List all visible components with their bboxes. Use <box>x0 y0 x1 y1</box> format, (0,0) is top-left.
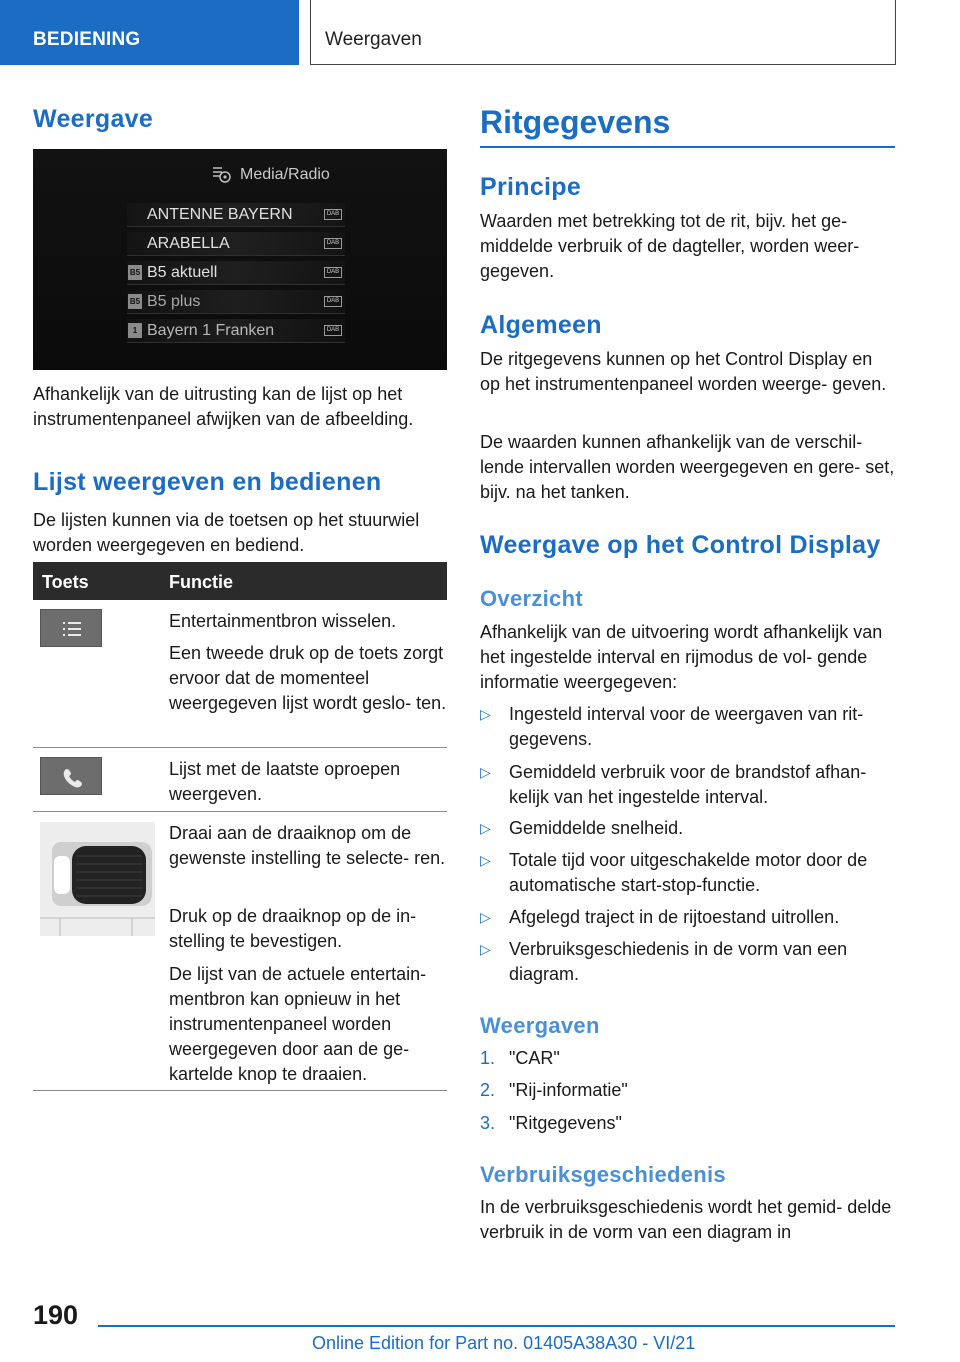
row3-text-c: De lijst van de actuele entertain- mentbron kan opnieuw in het instrumentenpaneel worden weergegeven door aan de ge- kartelde knop te draaien. <box>169 964 427 1084</box>
heading-verbruiksgeschiedenis: Verbruiksgeschiedenis <box>480 1162 726 1187</box>
station-label: Bayern 1 Franken <box>147 322 275 339</box>
bullet-text: Gemiddelde snelheid. <box>509 818 684 838</box>
triangle-bullet-icon: ▷ <box>480 820 491 836</box>
table-divider <box>33 811 447 812</box>
phone-key-icon <box>40 757 102 795</box>
screen-title: Media/Radio <box>240 166 330 183</box>
step-number: 2. <box>480 1080 496 1100</box>
bullet-text: Ingesteld interval voor de weergaven van rit- gegevens. <box>509 704 864 749</box>
section-label: BEDIENING <box>33 29 141 50</box>
station-label: B5 plus <box>147 293 201 310</box>
table-divider <box>33 1090 447 1091</box>
media-icon <box>210 164 232 184</box>
footer-edition: Online Edition for Part no. 01405A38A30 - VI/21 <box>312 1333 696 1353</box>
station-row <box>127 232 345 256</box>
bullet-text: Afgelegd traject in de rijtoestand uitrollen. <box>509 907 840 927</box>
col-functie: Functie <box>169 572 234 592</box>
heading-weergaven: Weergaven <box>480 1013 600 1038</box>
dab-badge: DAB <box>324 325 342 336</box>
heading-rule <box>480 146 895 148</box>
station-label: ANTENNE BAYERN <box>147 206 293 223</box>
paragraph-verbruiksgeschiedenis: In de verbruiksgeschiedenis wordt het gemid- delde verbruik in de vorm van een diagram in <box>480 1197 892 1242</box>
triangle-bullet-icon: ▷ <box>480 706 491 722</box>
heading-weergave-cd: Weergave op het Control Display <box>480 531 881 559</box>
station-row <box>127 319 345 343</box>
paragraph-principe: Waarden met betrekking tot de rit, bijv. het ge- middelde verbruik of de dagteller, worden weer- gegeven. <box>480 211 860 281</box>
paragraph-lijst: De lijsten kunnen via de toetsen op het stuurwiel worden weergegeven en bediend. <box>33 510 420 555</box>
rotary-knob-image <box>40 822 155 936</box>
row1-text-a: Entertainmentbron wisselen. <box>169 611 397 631</box>
step-text: "CAR" <box>509 1048 560 1068</box>
triangle-bullet-icon: ▷ <box>480 941 491 957</box>
station-row <box>127 261 345 285</box>
paragraph-overzicht: Afhankelijk van de uitvoering wordt afhankelijk van het ingestelde interval en rijmodus de vol- gende informatie weergegeven: <box>480 622 883 692</box>
dab-badge: DAB <box>324 238 342 249</box>
station-row <box>127 203 345 227</box>
triangle-bullet-icon: ▷ <box>480 764 491 780</box>
triangle-bullet-icon: ▷ <box>480 909 491 925</box>
caption-afbeelding: Afhankelijk van de uitrusting kan de lijst op het instrumentenpaneel afwijken van de afbeelding. <box>33 384 414 429</box>
dab-badge: DAB <box>324 296 342 307</box>
table-divider <box>33 747 447 748</box>
step-text: "Rij-informatie" <box>509 1080 628 1100</box>
heading-lijst: Lijst weergeven en bedienen <box>33 468 382 496</box>
station-logo-icon: 1 <box>128 323 142 338</box>
heading-ritgegevens: Ritgegevens <box>480 104 671 140</box>
paragraph-algemeen-2: De waarden kunnen afhankelijk van de verschil- lende intervallen worden weergegeven en gere- set, bijv. na het tanken. <box>480 432 895 502</box>
heading-weergave: Weergave <box>33 105 154 133</box>
step-number: 3. <box>480 1113 496 1133</box>
col-toets: Toets <box>42 572 89 592</box>
heading-algemeen: Algemeen <box>480 311 602 339</box>
bullet-text: Verbruiksgeschiedenis in de vorm van een diagram. <box>509 939 848 984</box>
row3-text-a: Draai aan de draaiknop om de gewenste instelling te selecte- ren. <box>169 823 446 868</box>
station-logo-icon: B5 <box>128 294 142 309</box>
media-radio-screenshot <box>33 149 447 370</box>
paragraph-algemeen-1: De ritgegevens kunnen op het Control Display en op het instrumentenpaneel worden weerge- geven. <box>480 349 887 394</box>
row1-text-b: Een tweede druk op de toets zorgt ervoor dat de momenteel weergegeven lijst wordt geslo- ten. <box>169 643 447 713</box>
footer-rule <box>98 1325 895 1327</box>
station-row <box>127 290 345 314</box>
station-label: B5 aktuell <box>147 264 218 281</box>
triangle-bullet-icon: ▷ <box>480 852 491 868</box>
chapter-box <box>310 0 896 65</box>
page-number: 190 <box>33 1300 79 1330</box>
row2-text: Lijst met de laatste oproepen weergeven. <box>169 759 401 804</box>
chapter-label: Weergaven <box>325 29 422 50</box>
bullet-text: Gemiddeld verbruik voor de brandstof afhan- kelijk van het ingestelde interval. <box>509 762 867 807</box>
bullet-text: Totale tijd voor uitgeschakelde motor door de automatische start-stop-functie. <box>509 850 868 895</box>
heading-principe: Principe <box>480 173 582 201</box>
dab-badge: DAB <box>324 267 342 278</box>
heading-overzicht: Overzicht <box>480 586 583 611</box>
section-tab <box>0 0 299 65</box>
dab-badge: DAB <box>324 209 342 220</box>
step-number: 1. <box>480 1048 496 1068</box>
step-text: "Ritgegevens" <box>509 1113 622 1133</box>
table-header <box>33 562 447 600</box>
list-key-icon <box>40 609 102 647</box>
station-label: ARABELLA <box>147 235 230 252</box>
row3-text-b: Druk op de draaiknop op de in- stelling te bevestigen. <box>169 906 417 951</box>
station-logo-icon: B5 <box>128 265 142 280</box>
